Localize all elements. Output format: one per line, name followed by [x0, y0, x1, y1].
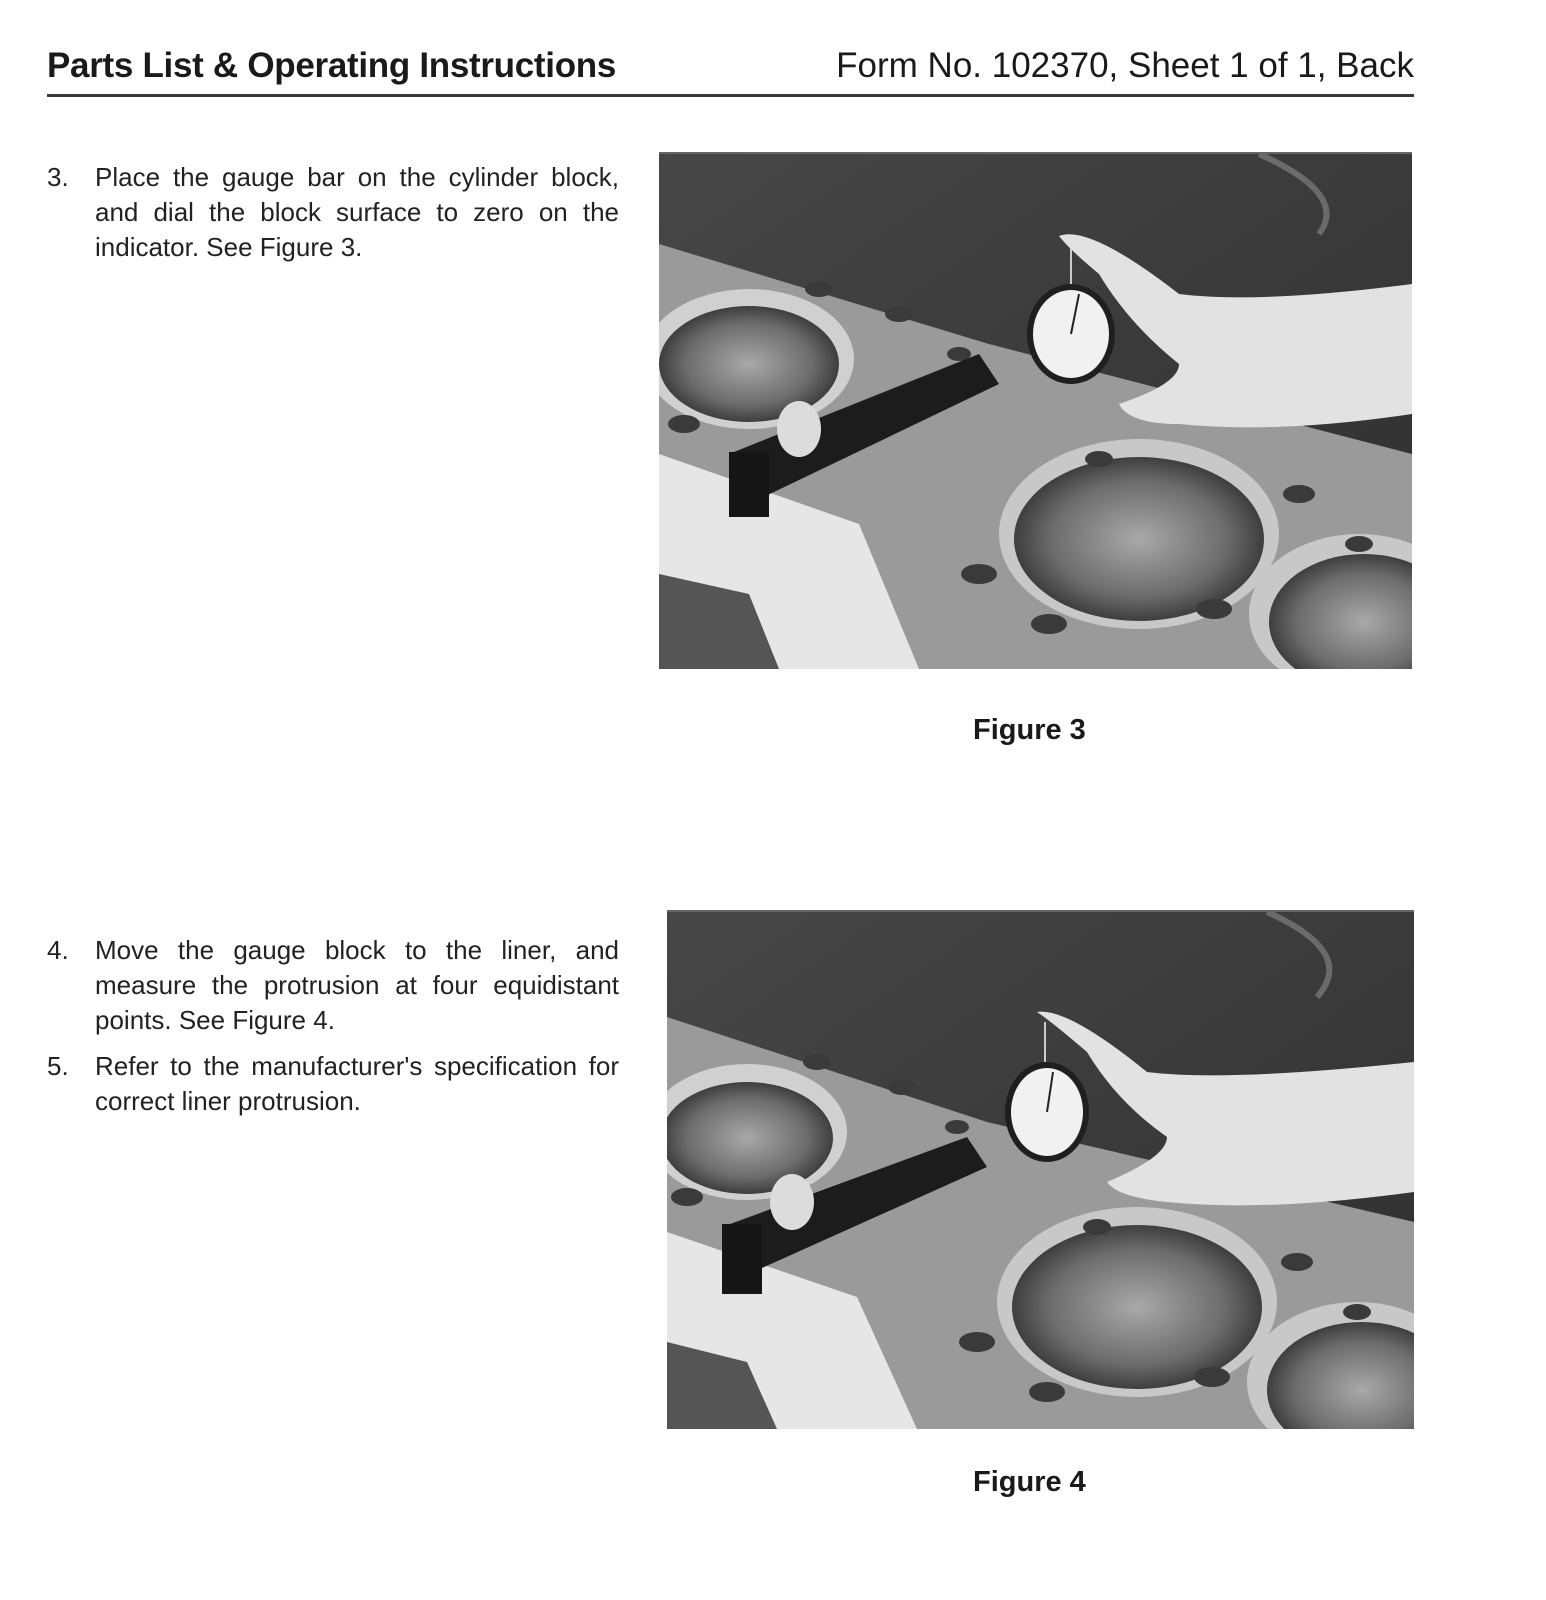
figure-4-image [667, 912, 1414, 1429]
figure-4-caption: Figure 4 [973, 1466, 1086, 1498]
document-title: Parts List & Operating Instructions [47, 46, 617, 85]
step-text: Refer to the manufacturer's specification for correct liner protrusion. [95, 1051, 619, 1116]
step-number: 5. [47, 1051, 69, 1081]
figure-3-image [659, 154, 1412, 669]
step-text: Move the gauge block to the liner, and measure the protrusion at four equidistant points. See Figure 4. [95, 935, 619, 1035]
figure-3-photo [659, 152, 1412, 669]
step-number: 4. [47, 935, 69, 965]
figure-4-photo [667, 910, 1414, 1429]
header-divider [47, 94, 1414, 97]
figure-3-caption: Figure 3 [973, 714, 1086, 746]
instruction-step-5 [47, 1049, 619, 1119]
instruction-step-3 [47, 160, 619, 265]
instruction-step-4 [47, 933, 619, 1038]
form-number: Form No. 102370, Sheet 1 of 1, Back [836, 46, 1414, 85]
step-number: 3. [47, 162, 69, 192]
step-text: Place the gauge bar on the cylinder block, and dial the block surface to zero on the indicator. See Figure 3. [95, 162, 619, 262]
